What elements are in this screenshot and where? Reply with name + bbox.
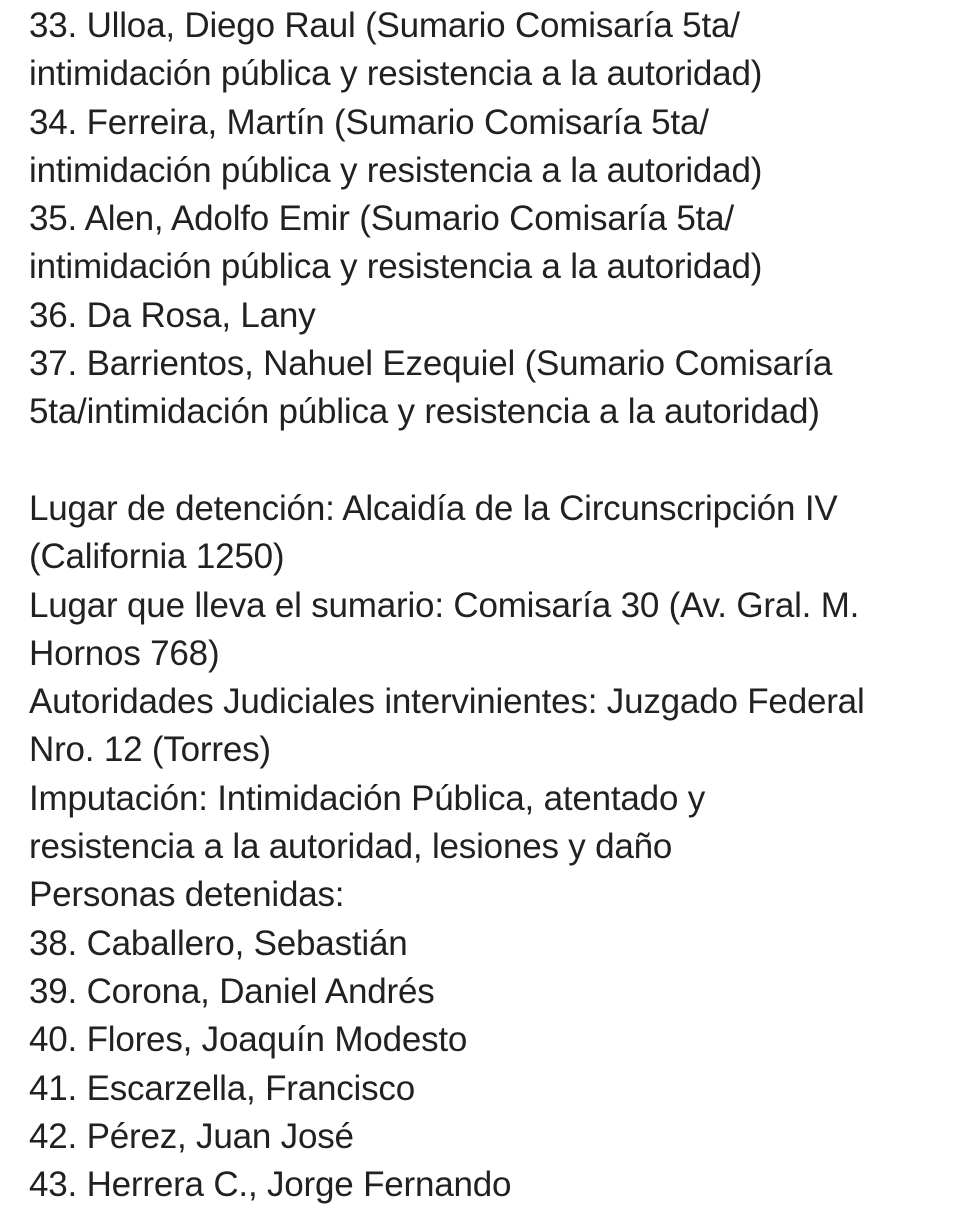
imputacion-line1: Imputación: Intimidación Pública, atentado y: [29, 778, 706, 818]
detainee-38: 38. Caballero, Sebastián: [29, 923, 408, 963]
lugar-detencion-line1: Lugar de detención: Alcaidía de la Circunscripción IV: [29, 488, 838, 528]
paragraph-spacer: [29, 437, 962, 485]
imputacion-line2: resistencia a la autoridad, lesiones y daño: [29, 827, 673, 867]
detainee-36-line1: 36. Da Rosa, Lany: [29, 295, 316, 335]
detainee-33-line1: 33. Ulloa, Diego Raul (Sumario Comisaría 5ta/: [29, 6, 740, 45]
detainee-33-line2: intimidación pública y resistencia a la autoridad): [29, 54, 763, 94]
document-body: [29, 2, 962, 1209]
detainee-39: 39. Corona, Daniel Andrés: [29, 971, 435, 1011]
autoridades-line2: Nro. 12 (Torres): [29, 730, 271, 770]
detainee-42: 42. Pérez, Juan José: [29, 1116, 354, 1156]
detainee-35-line2: intimidación pública y resistencia a la autoridad): [29, 247, 763, 287]
detainee-34-line1: 34. Ferreira, Martín (Sumario Comisaría 5ta/: [29, 102, 709, 142]
detainee-41: 41. Escarzella, Francisco: [29, 1068, 415, 1108]
autoridades-line1: Autoridades Judiciales intervinientes: Juzgado Federal: [29, 682, 865, 722]
detainee-40: 40. Flores, Joaquín Modesto: [29, 1020, 468, 1060]
lugar-sumario-line2: Hornos 768): [29, 633, 220, 673]
detainee-35-line1: 35. Alen, Adolfo Emir (Sumario Comisaría 5ta/: [29, 199, 734, 239]
detainee-37-line1: 37. Barrientos, Nahuel Ezequiel (Sumario Comisaría: [29, 344, 833, 384]
personas-detenidas-label: Personas detenidas:: [29, 875, 345, 915]
lugar-detencion-line2: (California 1250): [29, 537, 285, 577]
detainee-34-line2: intimidación pública y resistencia a la autoridad): [29, 150, 763, 190]
detainee-43: 43. Herrera C., Jorge Fernando: [29, 1165, 512, 1205]
detainee-37-line2: 5ta/intimidación pública y resistencia a la autoridad): [29, 392, 820, 432]
lugar-sumario-line1: Lugar que lleva el sumario: Comisaría 30 (Av. Gral. M.: [29, 585, 860, 625]
